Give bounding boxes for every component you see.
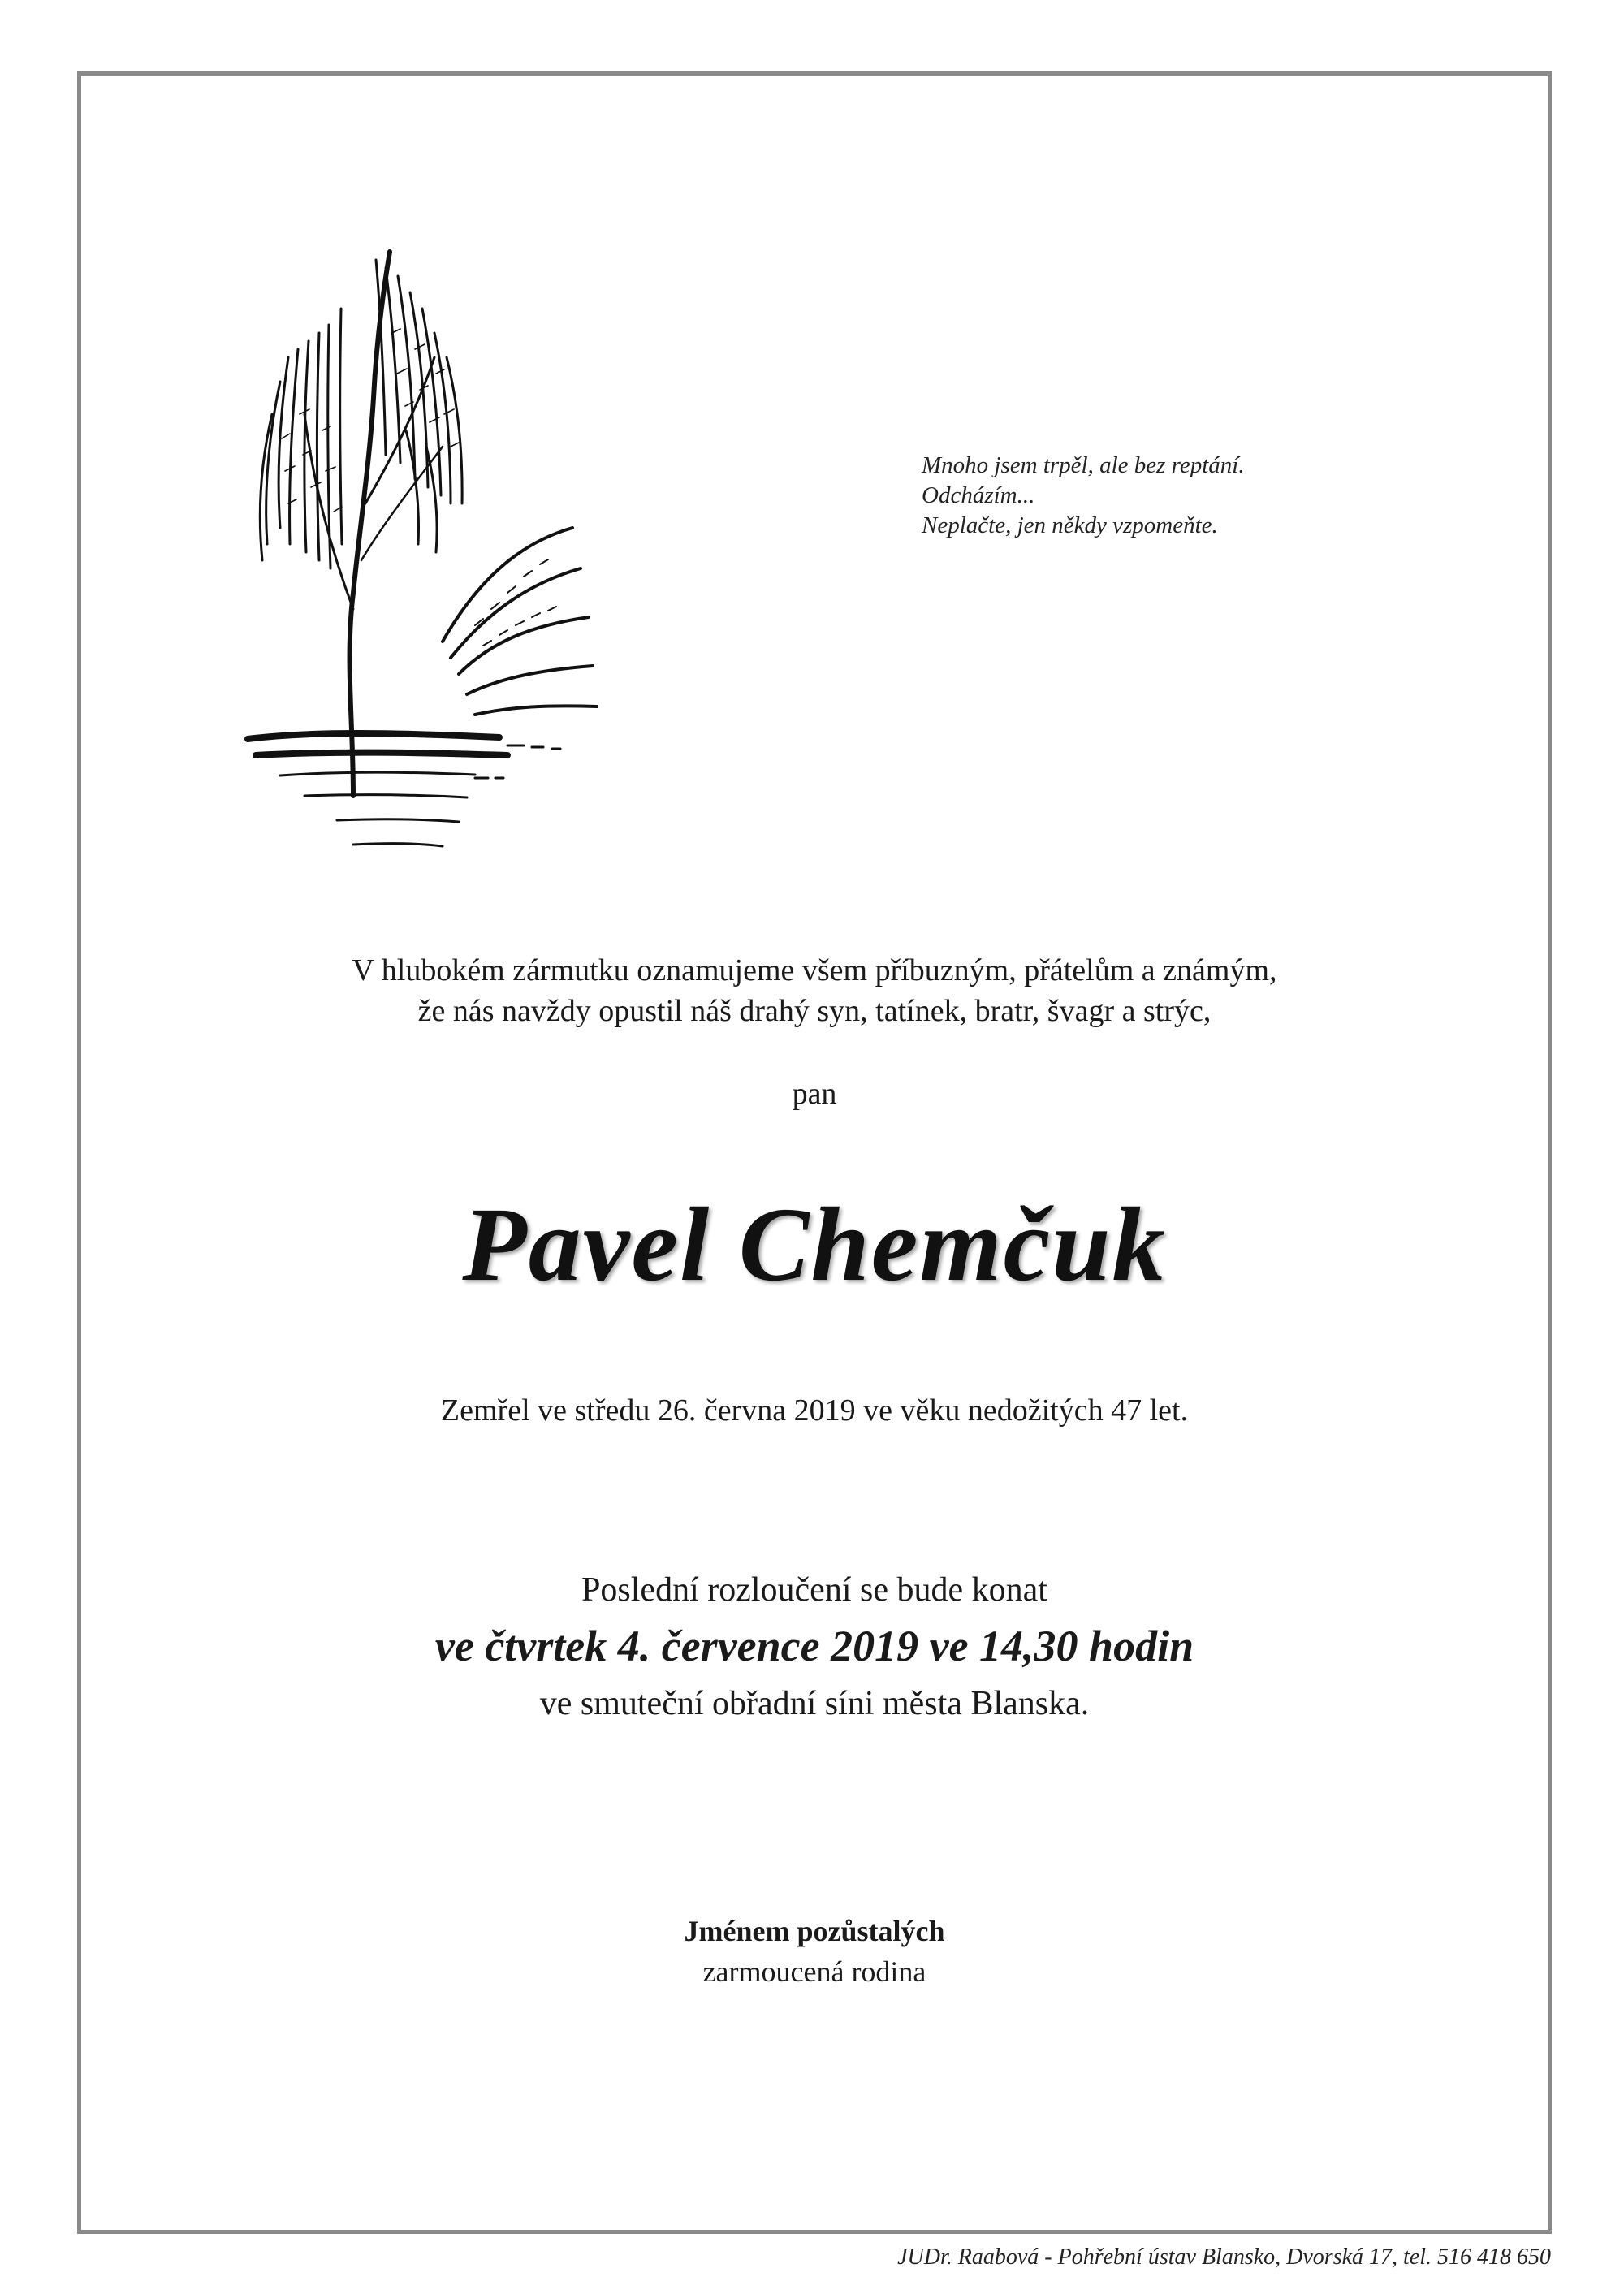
honorific: pan [792, 1077, 837, 1111]
quote-line-3: Neplačte, jen někdy vzpomeňte. [922, 512, 1218, 538]
family-signature: zarmoucená rodina [702, 1955, 926, 1988]
announcement-line-1: V hlubokém zármutku oznamujeme všem příbuzným, přátelům a známým, [352, 953, 1277, 987]
family-heading: Jménem pozůstalých [684, 1915, 945, 1947]
quote-line-1: Mnoho jsem trpěl, ale bez reptání. [922, 452, 1245, 478]
death-statement: Zemřel ve středu 26. června 2019 ve věku nedožitých 47 let. [440, 1393, 1189, 1428]
announcement-text [77, 950, 1552, 1031]
farewell-line-1: Poslední rozloučení se bude konat [581, 1571, 1047, 1609]
announcement-line-2: že nás navždy opustil náš drahý syn, tatínek, bratr, švagr a strýc, [417, 994, 1212, 1028]
farewell-date-time: ve čtvrtek 4. července 2019 ve 14,30 hodin [434, 1622, 1194, 1670]
quote-line-2: Odcházím... [922, 482, 1035, 508]
deceased-name: Pavel Chemčuk [462, 1186, 1167, 1303]
funeral-service-footer: JUDr. Raabová - Pohřební ústav Blansko, Dvorská 17, tel. 516 418 650 [897, 2244, 1551, 2270]
farewell-location: ve smuteční obřadní síni města Blanska. [539, 1685, 1090, 1722]
memorial-quote [922, 451, 1425, 541]
willow-tree-icon [231, 235, 629, 885]
